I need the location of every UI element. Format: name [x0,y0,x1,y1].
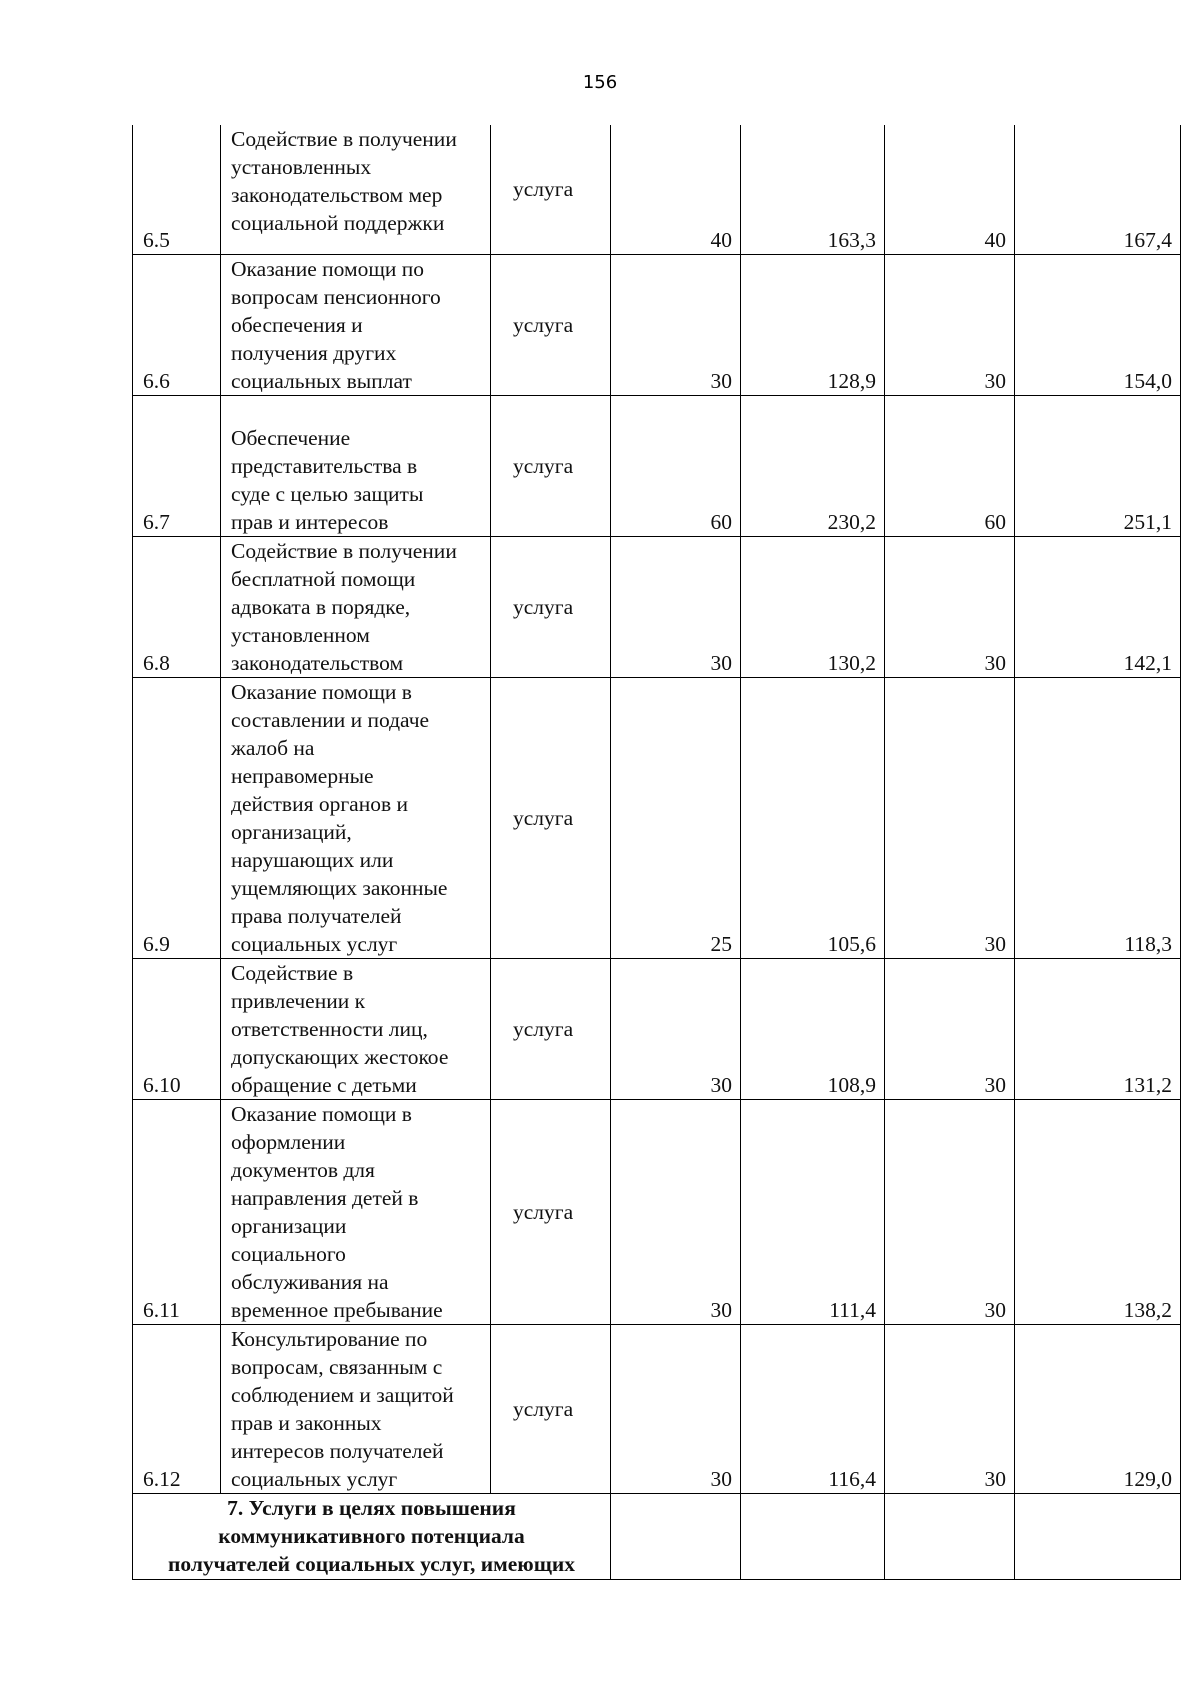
service-name-line: организации [231,1213,347,1238]
value-col-2: 163,3 [741,125,885,254]
service-name-line: Содействие в [231,960,354,985]
service-name [221,395,491,536]
service-name-line: права получателей [231,903,402,928]
value-col-2: 105,6 [741,677,885,958]
service-name-line: Оказание помощи в [231,1101,412,1126]
service-name-line: нарушающих или [231,847,394,872]
value-col-1: 30 [611,536,741,677]
service-name-line: Обеспечение [231,425,351,450]
value-col-1: 30 [611,254,741,395]
row-number: 6.5 [133,125,221,254]
row-number: 6.7 [133,395,221,536]
service-name-line: Консультирование по [231,1326,428,1351]
value-col-3: 30 [885,1324,1015,1493]
unit-of-measure: услуга [491,536,611,677]
empty-cell-2 [741,1493,885,1579]
value-col-3: 30 [885,958,1015,1099]
service-name [221,254,491,395]
service-name-line: временное пребывание [231,1297,443,1322]
value-col-4: 167,4 [1015,125,1181,254]
value-col-3: 40 [885,125,1015,254]
value-col-1: 25 [611,677,741,958]
value-col-1: 60 [611,395,741,536]
section-heading-line: 7. Услуги в целях повышения [227,1495,516,1520]
service-name-line: суде с целью защиты [231,481,424,506]
service-name-line: соблюдением и защитой [231,1382,454,1407]
row-number: 6.12 [133,1324,221,1493]
service-name-line: Оказание помощи по [231,256,425,281]
value-col-3: 30 [885,677,1015,958]
unit-of-measure: услуга [491,1324,611,1493]
empty-cell-3 [885,1493,1015,1579]
service-name-line: установленных [231,155,372,179]
service-name-line: социальной поддержки [231,211,445,235]
unit-of-measure: услуга [491,254,611,395]
service-name-line: социального [231,1241,346,1266]
row-number: 6.11 [133,1099,221,1324]
table-row [133,1324,1181,1493]
value-col-1: 30 [611,1099,741,1324]
service-name-line [231,396,482,424]
value-col-2: 111,4 [741,1099,885,1324]
service-name-line: документов для [231,1157,375,1182]
value-col-2: 128,9 [741,254,885,395]
service-name-line: направления детей в [231,1185,419,1210]
service-name-line: законодательством мер [231,183,443,207]
row-number: 6.10 [133,958,221,1099]
service-name-line: привлечении к [231,988,366,1013]
value-col-3: 30 [885,1099,1015,1324]
value-col-1: 40 [611,125,741,254]
service-name-line: жалоб на [231,735,315,760]
value-col-3: 60 [885,395,1015,536]
service-name-line: получения других [231,340,397,365]
section-heading [133,1493,611,1579]
service-name-line: обеспечения и [231,312,363,337]
service-name-line: Оказание помощи в [231,679,412,704]
row-number: 6.6 [133,254,221,395]
service-name-line: действия органов и [231,791,408,816]
service-name-line: социальных услуг [231,931,398,956]
unit-of-measure: услуга [491,958,611,1099]
value-col-4: 251,1 [1015,395,1181,536]
value-col-2: 108,9 [741,958,885,1099]
table-body [133,125,1181,1579]
service-name-line: допускающих жестокое [231,1044,449,1069]
unit-of-measure: услуга [491,395,611,536]
service-name [221,1099,491,1324]
value-col-4: 138,2 [1015,1099,1181,1324]
row-number: 6.8 [133,536,221,677]
service-name [221,125,491,254]
service-name-line: прав и законных [231,1410,382,1435]
section-heading-line: коммуникативного потенциала [218,1523,525,1548]
service-name-line: прав и интересов [231,509,389,534]
service-name-line: Содействие в получении [231,127,457,151]
service-name-line: социальных услуг [231,1466,398,1491]
value-col-4: 154,0 [1015,254,1181,395]
service-name-line: вопросам пенсионного [231,284,441,309]
value-col-1: 30 [611,1324,741,1493]
service-name-line: адвоката в порядке, [231,594,411,619]
table-row [133,1099,1181,1324]
value-col-1: 30 [611,958,741,1099]
service-name [221,958,491,1099]
service-name [221,1324,491,1493]
empty-cell-1 [611,1493,741,1579]
service-name-line: установленном [231,622,370,647]
table-row [133,677,1181,958]
unit-of-measure: услуга [491,677,611,958]
unit-of-measure: услуга [491,125,611,254]
unit-of-measure: услуга [491,1099,611,1324]
value-col-2: 116,4 [741,1324,885,1493]
service-name [221,536,491,677]
service-name-line: вопросам, связанным с [231,1354,443,1379]
service-name-line: представительства в [231,453,418,478]
service-name-line: организаций, [231,819,352,844]
service-name-line: бесплатной помощи [231,566,416,591]
section-heading-line: получателей социальных услуг, имеющих [167,1551,576,1576]
row-number: 6.9 [133,677,221,958]
table-row [133,395,1181,536]
value-col-2: 230,2 [741,395,885,536]
service-name-line: интересов получателей [231,1438,444,1463]
service-name-line: ущемляющих законные [231,875,448,900]
table-row [133,254,1181,395]
service-name-line: обращение с детьми [231,1072,417,1097]
service-name [221,677,491,958]
service-name-line: неправомерные [231,763,374,788]
value-col-2: 130,2 [741,536,885,677]
service-name-line: обслуживания на [231,1269,389,1294]
service-name-line: составлении и подаче [231,707,430,732]
table-row [133,958,1181,1099]
service-name-line: социальных выплат [231,368,412,393]
table-row [133,536,1181,677]
service-name-line: Содействие в получении [231,538,457,563]
value-col-3: 30 [885,254,1015,395]
service-name-line: законодательством [231,650,404,675]
services-table [132,125,1181,1580]
value-col-4: 131,2 [1015,958,1181,1099]
service-name-line: оформлении [231,1129,346,1154]
section-row [133,1493,1181,1579]
empty-cell-4 [1015,1493,1181,1579]
page-number: 156 [582,72,618,93]
value-col-4: 142,1 [1015,536,1181,677]
service-name-line: ответственности лиц, [231,1016,428,1041]
value-col-3: 30 [885,536,1015,677]
table-row [133,125,1181,254]
value-col-4: 129,0 [1015,1324,1181,1493]
value-col-4: 118,3 [1015,677,1181,958]
